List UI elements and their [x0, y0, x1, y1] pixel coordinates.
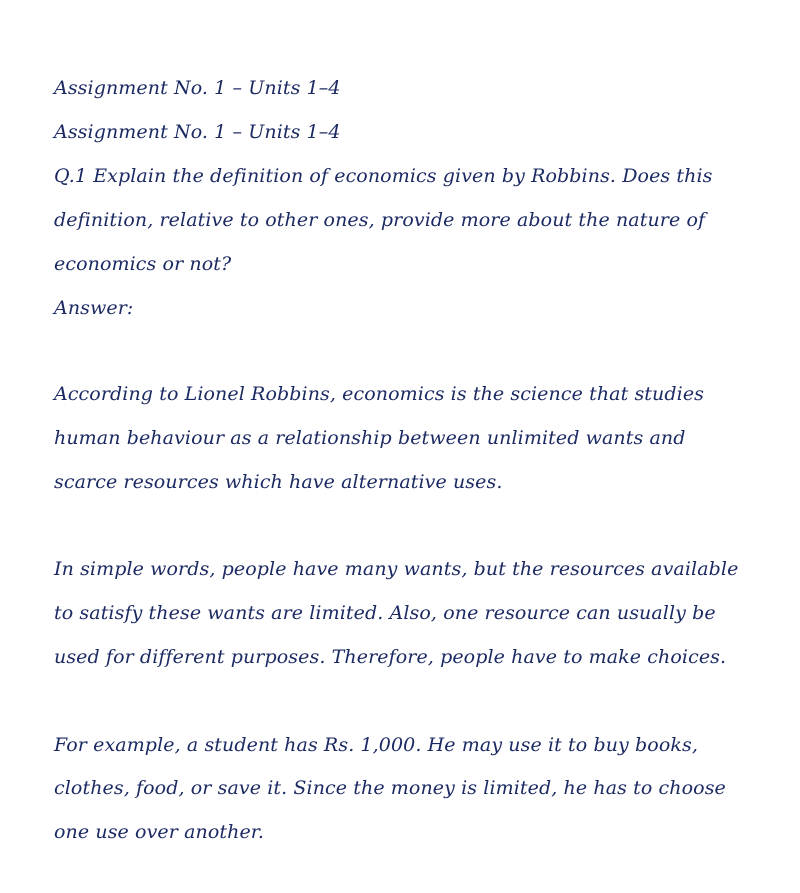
- question-line: Q.1 Explain the definition of economics given by Robbins. Does this: [54, 165, 713, 187]
- assignment-title: Assignment No. 1 – Units 1–4: [54, 77, 341, 99]
- paragraph-line: According to Lionel Robbins, economics is the science that studies: [54, 383, 705, 405]
- paragraph-line: For example, a student has Rs. 1,000. He may use it to buy books,: [54, 734, 698, 756]
- question-line: definition, relative to other ones, provide more about the nature of: [54, 209, 706, 231]
- paragraph-line: one use over another.: [54, 821, 265, 843]
- paragraph-line: to satisfy these wants are limited. Also, one resource can usually be: [54, 602, 716, 624]
- answer-label: Answer:: [54, 297, 134, 319]
- paragraph-line: used for different purposes. Therefore, people have to make choices.: [54, 646, 727, 668]
- paragraph-line: clothes, food, or save it. Since the money is limited, he has to choose: [54, 777, 726, 799]
- assignment-title-repeat: Assignment No. 1 – Units 1–4: [54, 121, 341, 143]
- paragraph-line: human behaviour as a relationship between unlimited wants and: [54, 427, 686, 449]
- paragraph-line: scarce resources which have alternative uses.: [54, 471, 503, 493]
- paragraph-line: In simple words, people have many wants, but the resources available: [54, 558, 739, 580]
- question-line: economics or not?: [54, 253, 232, 275]
